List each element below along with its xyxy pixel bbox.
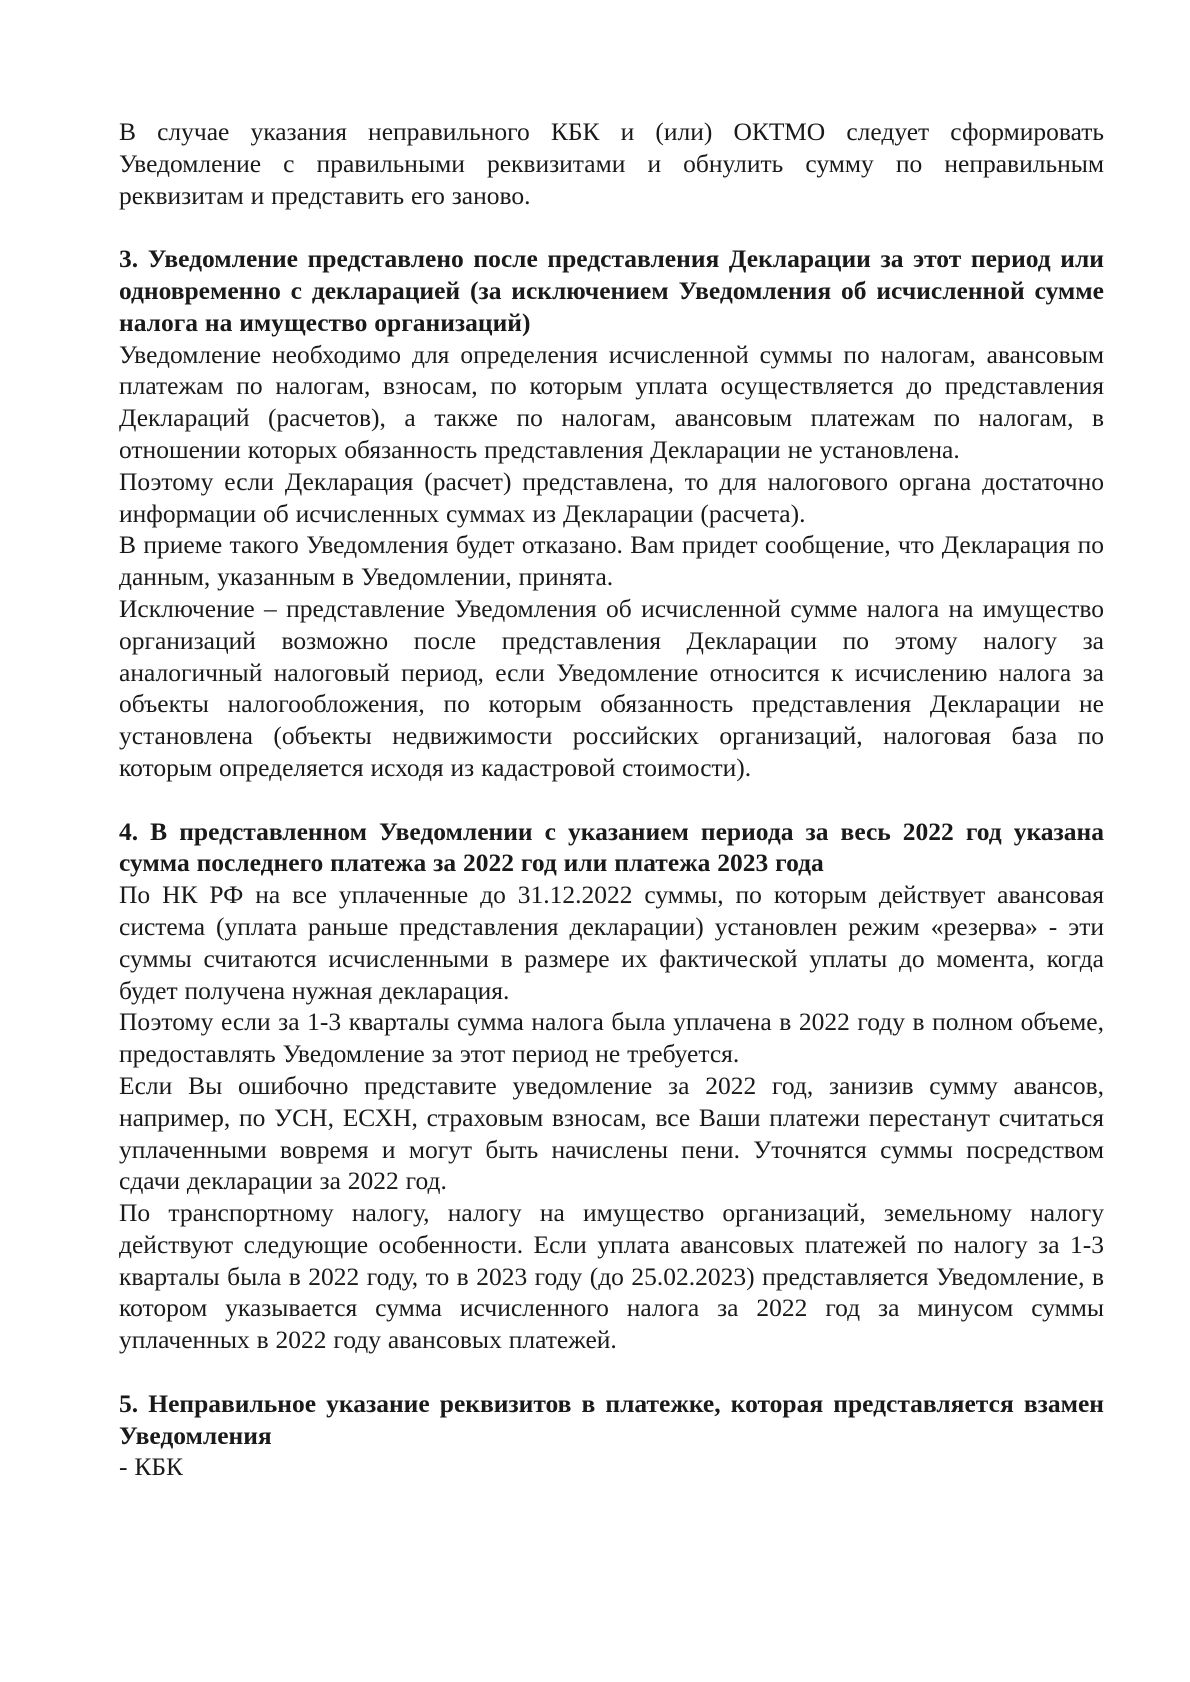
section-spacer [119, 784, 1104, 816]
section-3-paragraph-2: Поэтому если Декларация (расчет) представлена, то для налогового органа достаточно информации об исчисленных суммах из Декларации (расчета). [119, 466, 1104, 528]
section-4-heading: 4. В представленном Уведомлении с указанием периода за весь 2022 год указана сумма последнего платежа за 2022 год или платежа 2023 года [119, 816, 1104, 878]
section-4-paragraph-3: Если Вы ошибочно представите уведомление за 2022 год, занизив сумму авансов, например, по УСН, ЕСХН, страховым взносам, все Ваши платежи перестанут считаться уплаченными вовремя и могут быть начислены пени. Уточнятся суммы посредством сдачи декларации за 2022 год. [119, 1070, 1104, 1196]
section-3-paragraph-4: Исключение – представление Уведомления об исчисленной сумме налога на имущество организаций возможно после представления Декларации по этому налогу за аналогичный налоговый период, если Уведомление относится к исчислению налога за объекты налогообложения, по которым обязанность представления Декларации не установлена (объекты недвижимости российских организаций, налоговая база по которым определяется исходя из кадастровой стоимости). [119, 593, 1104, 782]
section-4-paragraph-4: По транспортному налогу, налогу на имущество организаций, земельному налогу действуют следующие особенности. Если уплата авансовых платежей по налогу за 1-3 кварталы была в 2022 году, то в 2023 году (до 25.02.2023) представляется Уведомление, в котором указывается сумма исчисленного налога за 2022 год за минусом суммы уплаченных в 2022 году авансовых платежей. [119, 1198, 1104, 1355]
section-5-list-item-kbk: - КБК [119, 1452, 184, 1482]
section-3-heading: 3. Уведомление представлено после представления Декларации за этот период или одновременно с декларацией (за исключением Уведомления об исчисленной сумме налога на имущество организаций) [119, 244, 1104, 337]
section-spacer [119, 1356, 1104, 1388]
section-4-paragraph-1: По НК РФ на все уплаченные до 31.12.2022 суммы, по которым действует авансовая система (уплата раньше представления декларации) установлен режим «резерва» - эти суммы считаются исчисленными в размере их фактической уплаты до момента, когда будет получена нужная декларация. [119, 880, 1104, 1005]
section-spacer [119, 211, 1104, 243]
document-body [119, 116, 1104, 1483]
section-4-paragraph-2: Поэтому если за 1-3 кварталы сумма налога была уплачена в 2022 году в полном объеме, предоставлять Уведомление за этот период не требуется. [119, 1007, 1104, 1069]
section-3-paragraph-1: Уведомление необходимо для определения исчисленной суммы по налогам, авансовым платежам по налогам, взносам, по которым уплата осуществляется до представления Деклараций (расчетов), а также по налогам, авансовым платежам по налогам, в отношении которых обязанность представления Декларации не установлена. [119, 339, 1104, 464]
section-5-heading: 5. Неправильное указание реквизитов в платежке, которая представляется взамен Уведомления [119, 1388, 1104, 1450]
section-3-paragraph-3: В приеме такого Уведомления будет отказано. Вам придет сообщение, что Декларация по данным, указанным в Уведомлении, принята. [119, 530, 1104, 592]
intro-paragraph: В случае указания неправильного КБК и (или) ОКТМО следует сформировать Уведомление с правильными реквизитами и обнулить сумму по неправильным реквизитам и представить его заново. [119, 117, 1104, 210]
